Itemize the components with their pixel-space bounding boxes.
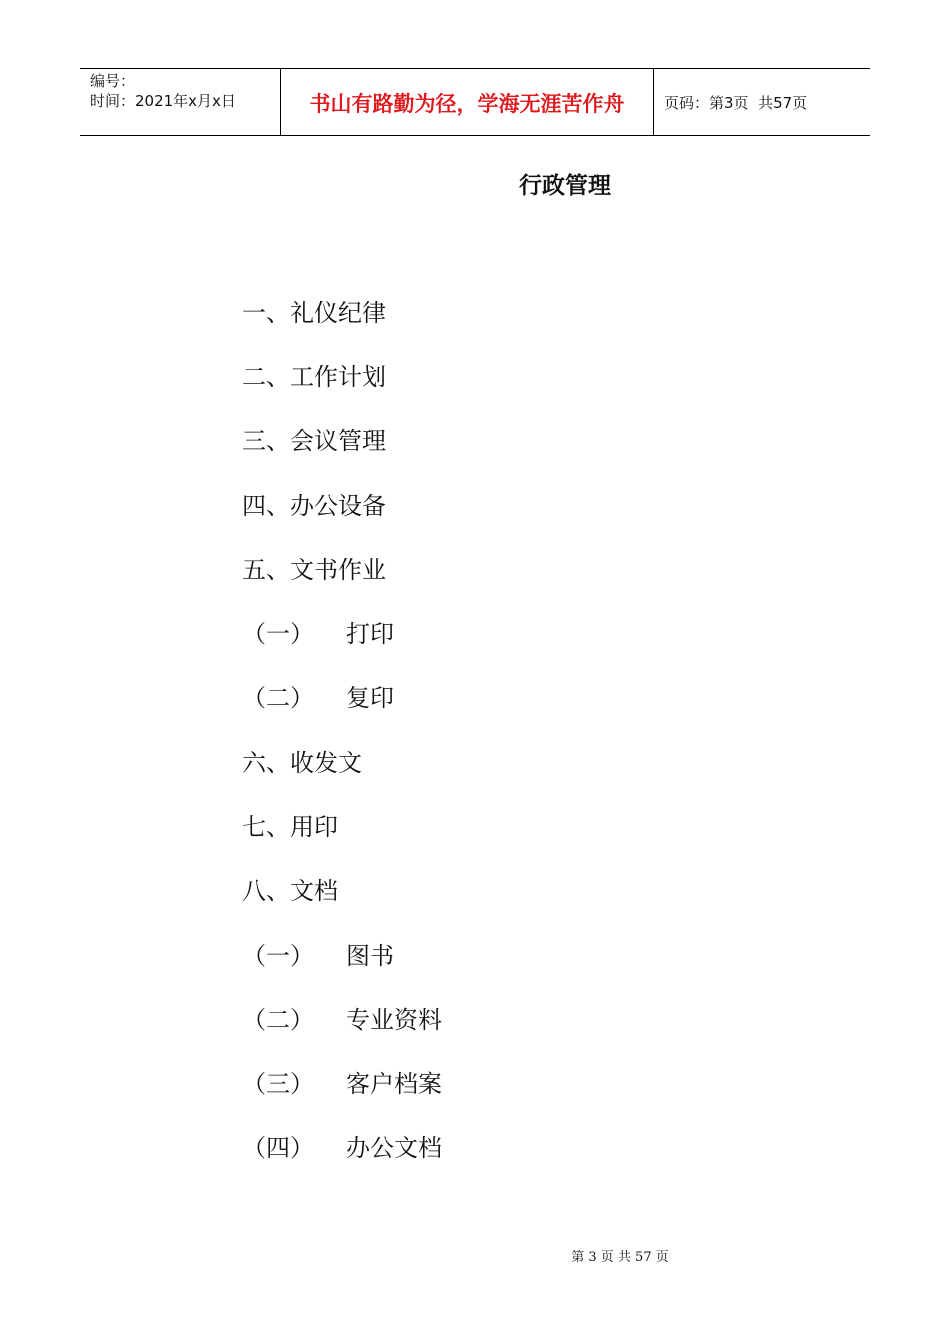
toc-subitem [242, 1132, 442, 1164]
toc-number: （一） [242, 620, 314, 648]
toc-subitem [242, 618, 394, 650]
toc-number: 七、 [242, 813, 290, 841]
toc-number: 八、 [242, 877, 290, 905]
toc-text: 办公文档 [346, 1134, 442, 1162]
toc-item [242, 361, 386, 393]
toc-number: （二） [242, 684, 314, 712]
toc-text: 收发文 [290, 749, 362, 777]
toc-text: 打印 [346, 620, 394, 648]
toc-number: 四、 [242, 492, 290, 520]
toc-number: 五、 [242, 556, 290, 584]
toc-text: 客户档案 [346, 1070, 442, 1098]
toc-text: 用印 [290, 813, 338, 841]
toc-number: 二、 [242, 363, 290, 391]
toc-text: 复印 [346, 684, 394, 712]
toc-number: 一、 [242, 299, 290, 327]
footer-page-number: 第 3 页 共 57 页 [571, 1250, 669, 1265]
toc-item [242, 747, 362, 779]
header-meta [80, 69, 281, 136]
toc-number: （三） [242, 1070, 314, 1098]
toc-subitem [242, 682, 394, 714]
toc-subitem [242, 1068, 442, 1100]
toc-subitem [242, 1004, 442, 1036]
toc-item [242, 875, 338, 907]
toc-text: 办公设备 [290, 492, 386, 520]
toc-item [242, 425, 386, 457]
page-title: 行政管理 [519, 173, 611, 199]
page-footer [0, 1246, 950, 1265]
header-page-info [654, 69, 870, 136]
toc-number: （一） [242, 942, 314, 970]
toc-number: （四） [242, 1134, 314, 1162]
toc-number: 六、 [242, 749, 290, 777]
toc-subitem [242, 940, 394, 972]
toc-text: 图书 [346, 942, 394, 970]
toc-item [242, 811, 338, 843]
toc-item [242, 554, 386, 586]
header-slogan: 书山有路勤为径，学海无涯苦作舟 [281, 69, 654, 136]
toc-text: 工作计划 [290, 363, 386, 391]
toc-text: 文档 [290, 877, 338, 905]
toc-text: 会议管理 [290, 427, 386, 455]
page-header [80, 68, 870, 136]
toc-text: 礼仪纪律 [290, 299, 386, 327]
document-number-label: 编号： [90, 72, 136, 90]
toc-item [242, 297, 386, 329]
document-date-label: 时间：2021年x月x日 [90, 92, 236, 110]
toc-number: 三、 [242, 427, 290, 455]
toc-item [242, 490, 386, 522]
header-page-label: 页码：第3页 共57页 [664, 94, 808, 112]
toc-number: （二） [242, 1006, 314, 1034]
toc-text: 专业资料 [346, 1006, 442, 1034]
toc-text: 文书作业 [290, 556, 386, 584]
